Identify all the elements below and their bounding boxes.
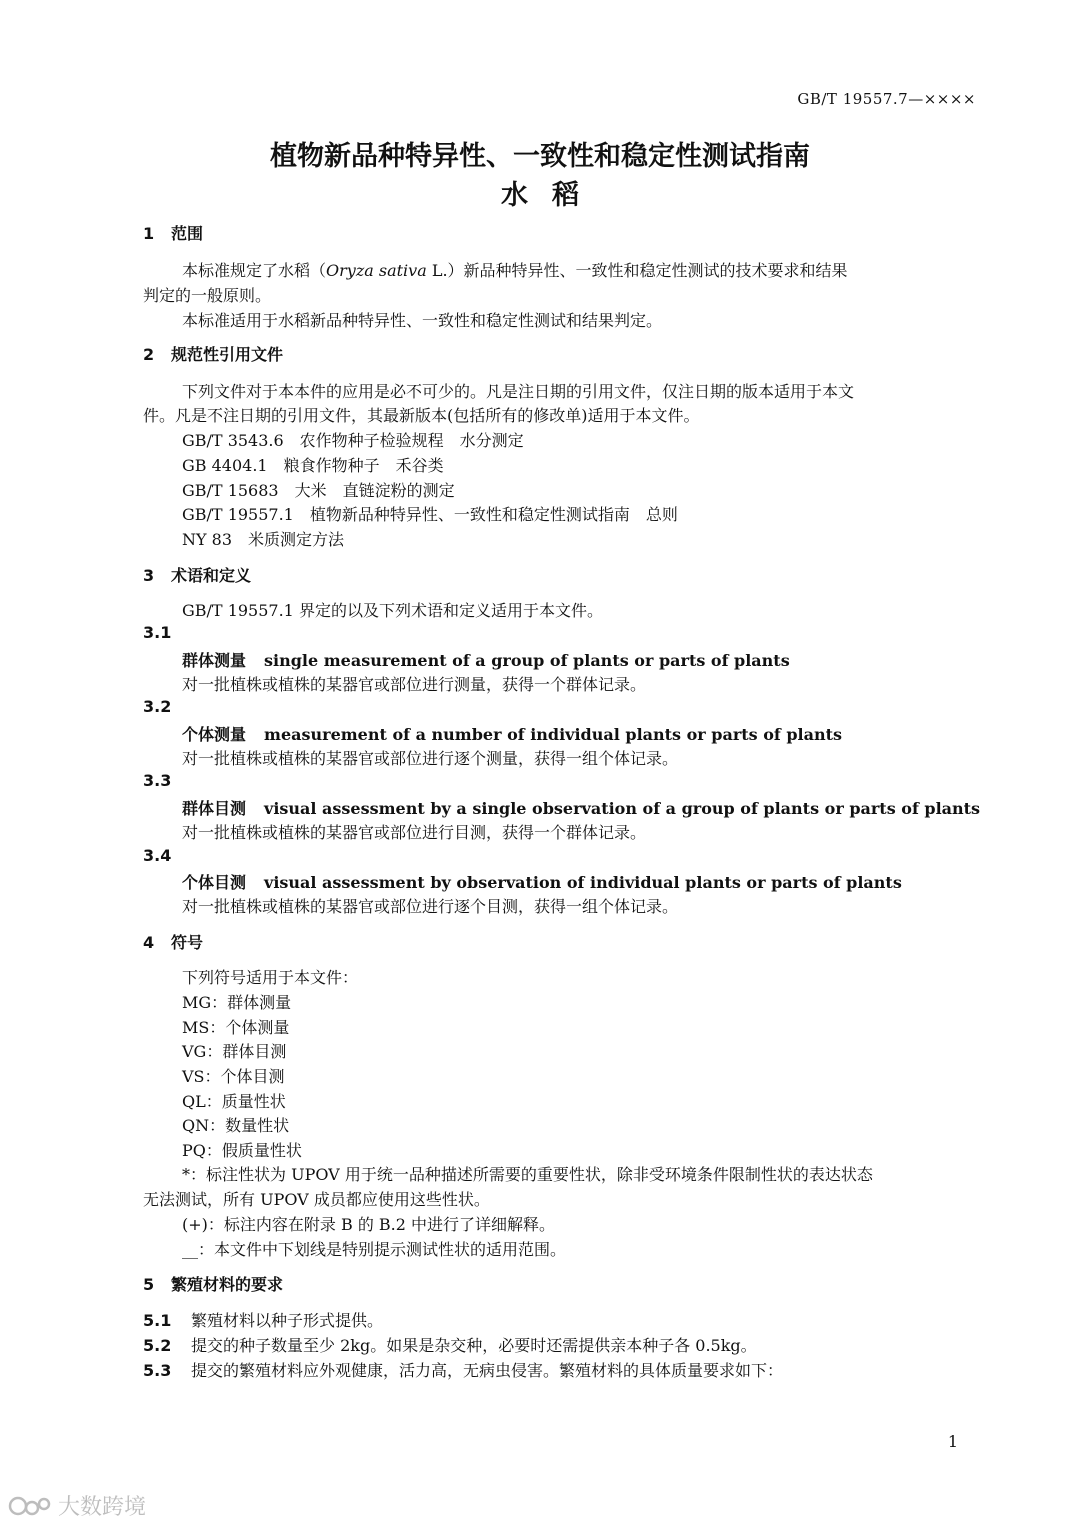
item-number: 5.1: [143, 1311, 172, 1330]
section-1-paragraph-1: [182, 258, 848, 281]
item-text: 提交的种子数量至少 2kg。如果是杂交种，必要时还需提供亲本种子各 0.5kg。: [191, 1336, 757, 1355]
term-heading: [182, 796, 980, 819]
term-heading: [182, 648, 790, 671]
term-number: 3.1: [143, 623, 172, 642]
reference-item: GB/T 3543.6 农作物种子检验规程 水分测定: [182, 431, 524, 450]
section-2-paragraph-cont: 件。凡是不注日期的引用文件，其最新版本(包括所有的修改单)适用于本文件。: [143, 406, 700, 425]
section-title: 繁殖材料的要求: [171, 1275, 284, 1294]
term-en: single measurement of a group of plants or parts of plants: [264, 651, 790, 670]
section-number: 1: [143, 224, 155, 243]
term-en: visual assessment by a single observation of a group of plants or parts of plants: [264, 799, 981, 818]
term-heading: [182, 722, 842, 745]
document-subtitle: 水稻: [501, 180, 603, 211]
section-1-paragraph-1-cont: 判定的一般原则。: [143, 286, 272, 305]
section-3-heading: [143, 563, 251, 586]
section-2-heading: [143, 342, 283, 365]
item-text: 提交的繁殖材料应外观健康，活力高，无病虫侵害。繁殖材料的具体质量要求如下：: [191, 1361, 784, 1380]
reference-item: GB 4404.1 粮食作物种子 禾谷类: [182, 456, 444, 475]
standard-code: GB/T 19557.7—××××: [797, 90, 976, 108]
section-number: 4: [143, 933, 155, 952]
term-cn: 个体目测: [182, 873, 247, 892]
term-definition: 对一批植株或植株的某器官或部位进行逐个测量，获得一组个体记录。: [182, 749, 679, 768]
symbol-item: MG：群体测量: [182, 993, 292, 1012]
requirement-item: [143, 1333, 757, 1356]
section-3-intro: GB/T 19557.1 界定的以及下列术语和定义适用于本文件。: [182, 601, 603, 620]
section-4-heading: [143, 930, 203, 953]
symbol-item: MS：个体测量: [182, 1018, 290, 1037]
term-cn: 个体测量: [182, 725, 247, 744]
section-number: 5: [143, 1275, 155, 1294]
term-cn: 群体测量: [182, 651, 247, 670]
term-number: 3.2: [143, 697, 172, 716]
term-en: measurement of a number of individual plants or parts of plants: [264, 725, 843, 744]
section-2-paragraph: 下列文件对于本本件的应用是必不可少的。凡是注日期的引用文件，仅注日期的版本适用于本文: [182, 382, 855, 401]
section-1-paragraph-2: 本标准适用于水稻新品种特异性、一致性和稳定性测试和结果判定。: [182, 311, 663, 330]
reference-item: NY 83 米质测定方法: [182, 530, 345, 549]
requirement-item: [143, 1358, 783, 1381]
watermark: [8, 1490, 146, 1521]
symbol-item: VG：群体目测: [182, 1042, 287, 1061]
symbol-note: (+)：标注内容在附录 B 的 B.2 中进行了详细解释。: [182, 1215, 556, 1234]
section-number: 3: [143, 566, 155, 585]
page-number: 1: [947, 1432, 958, 1451]
symbol-note-cont: 无法测试，所有 UPOV 成员都应使用这些性状。: [143, 1190, 490, 1209]
symbol-item: QL：质量性状: [182, 1092, 286, 1111]
section-title: 术语和定义: [171, 566, 252, 585]
section-number: 2: [143, 345, 155, 364]
item-number: 5.3: [143, 1361, 172, 1380]
symbol-note: __：本文件中下划线是特别提示测试性状的适用范围。: [182, 1240, 567, 1259]
symbol-item: VS：个体目测: [182, 1067, 285, 1086]
item-text: 繁殖材料以种子形式提供。: [191, 1311, 384, 1330]
term-definition: 对一批植株或植株的某器官或部位进行目测，获得一个群体记录。: [182, 823, 647, 842]
section-title: 规范性引用文件: [171, 345, 284, 364]
term-definition: 对一批植株或植株的某器官或部位进行测量，获得一个群体记录。: [182, 675, 647, 694]
symbol-note: *：标注性状为 UPOV 用于统一品种描述所需要的重要性状，除非受环境条件限制性状的表达状态: [182, 1165, 873, 1184]
requirement-item: [143, 1308, 383, 1331]
section-4-intro: 下列符号适用于本文件：: [182, 968, 359, 987]
reference-item: GB/T 15683 大米 直链淀粉的测定: [182, 481, 455, 500]
watermark-text: 大数跨境: [58, 1495, 147, 1520]
section-1-heading: [143, 221, 203, 244]
document-title: 植物新品种特异性、一致性和稳定性测试指南: [270, 141, 810, 172]
text-run: 本标准规定了水稻（: [182, 261, 327, 280]
section-title: 范围: [171, 224, 204, 243]
item-number: 5.2: [143, 1336, 172, 1355]
term-number: 3.4: [143, 846, 172, 865]
symbol-item: PQ：假质量性状: [182, 1141, 302, 1160]
term-cn: 群体目测: [182, 799, 247, 818]
reference-item: GB/T 19557.1 植物新品种特异性、一致性和稳定性测试指南 总则: [182, 505, 678, 524]
section-5-heading: [143, 1272, 283, 1295]
term-heading: [182, 870, 902, 893]
latin-name: Oryza sativa: [326, 261, 427, 280]
section-title: 符号: [171, 933, 204, 952]
watermark-logo-icon: [8, 1493, 52, 1519]
term-en: visual assessment by observation of individual plants or parts of plants: [264, 873, 902, 892]
text-run: L.）新品种特异性、一致性和稳定性测试的技术要求和结果: [426, 261, 848, 280]
term-number: 3.3: [143, 771, 172, 790]
symbol-item: QN：数量性状: [182, 1116, 290, 1135]
term-definition: 对一批植株或植株的某器官或部位进行逐个目测，获得一组个体记录。: [182, 897, 679, 916]
